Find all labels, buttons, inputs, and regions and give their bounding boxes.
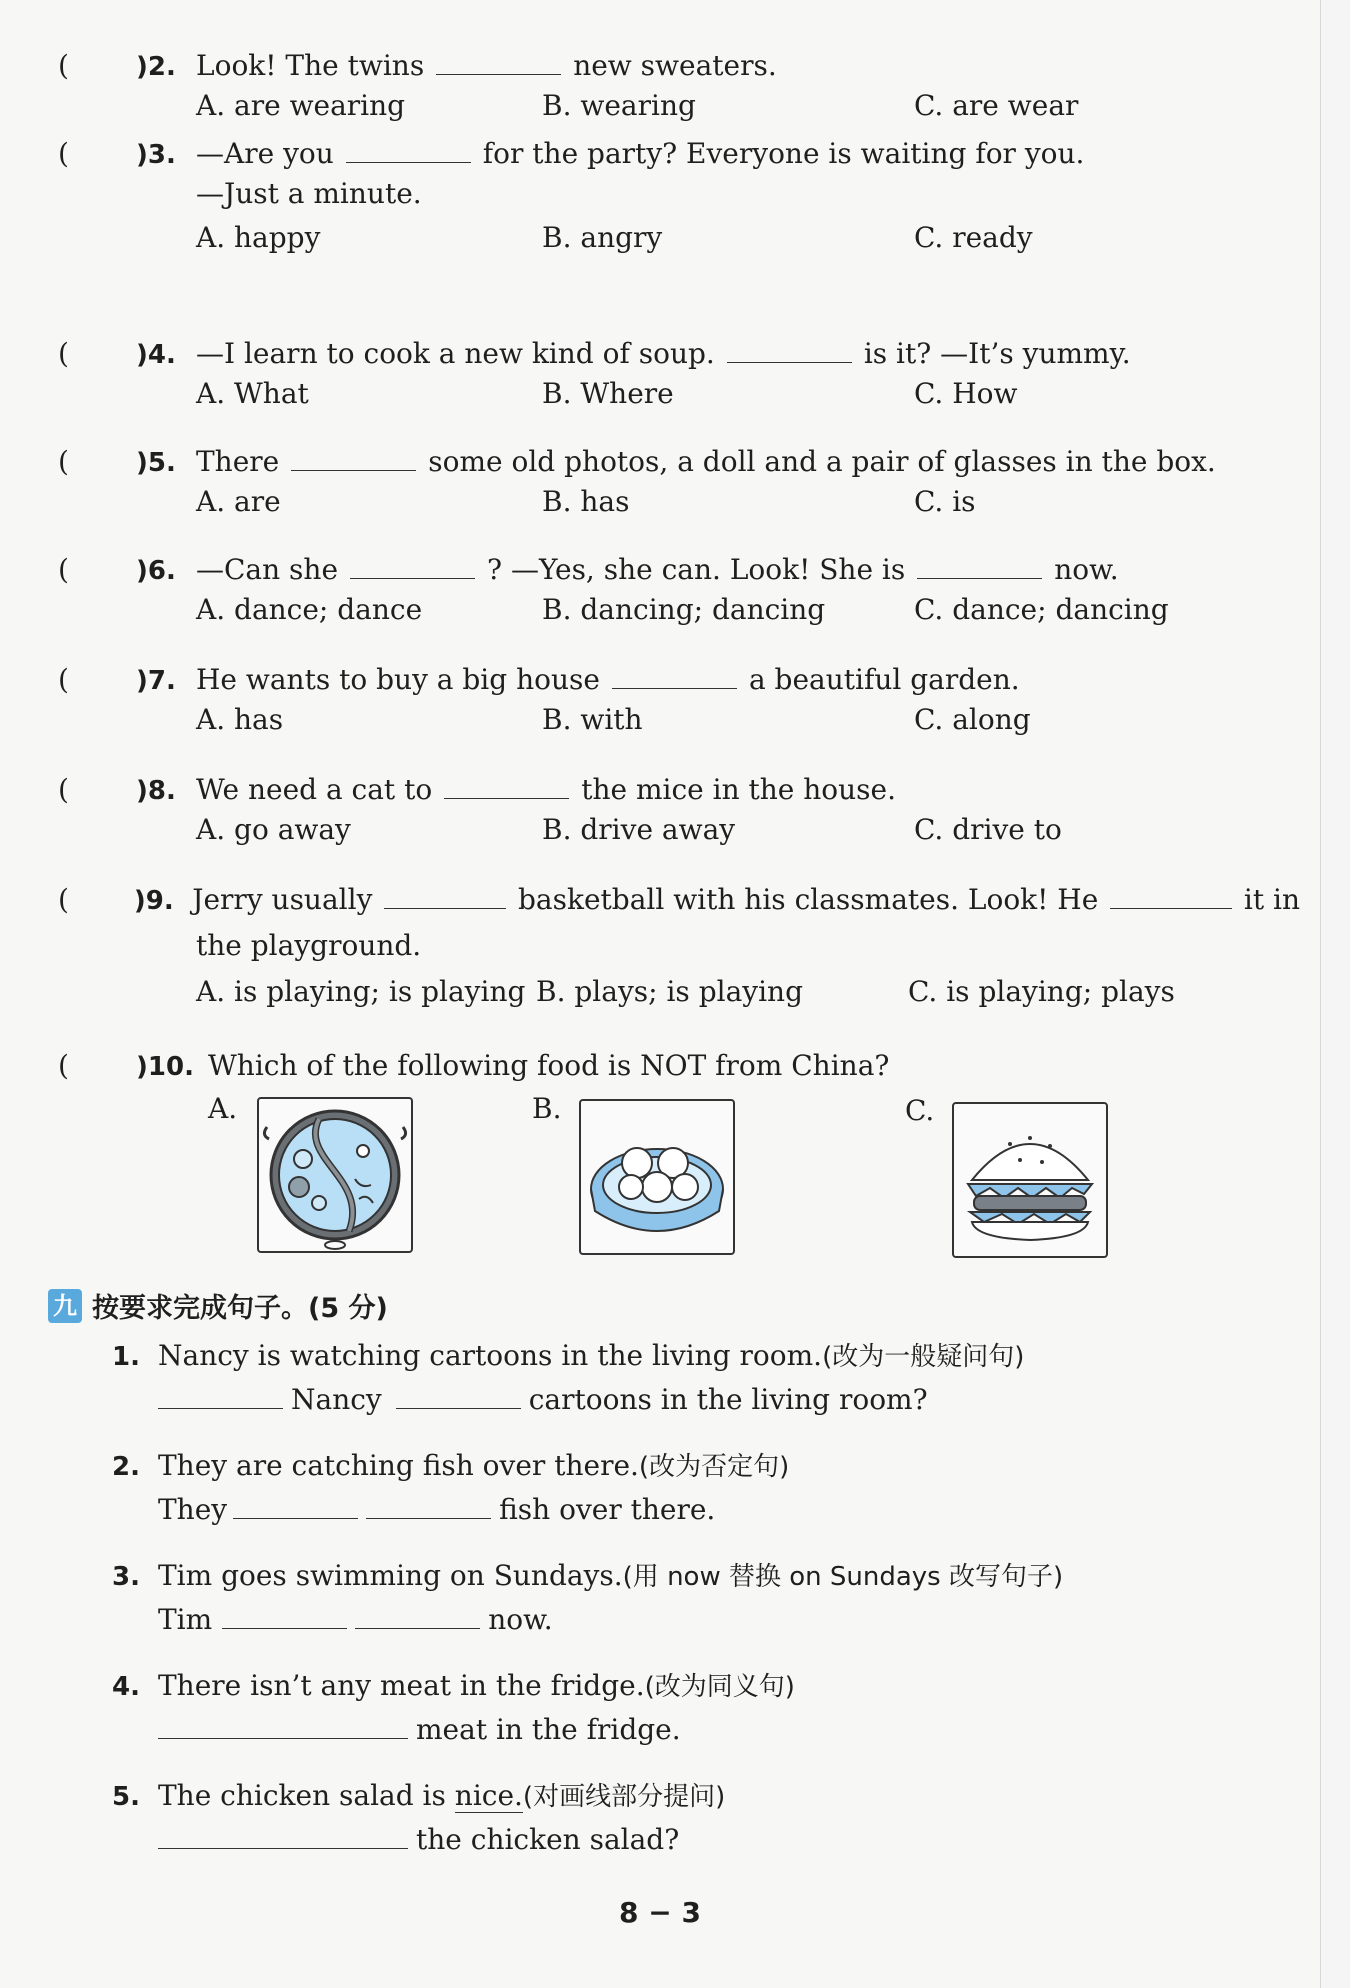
answer-blank[interactable] [355,1602,480,1629]
item-text: Nancy is watching cartoons in the living room. [158,1339,823,1372]
question-stem: some old photos, a doll and a pair of glasses in the box. [428,445,1216,478]
item-requirement: (改为一般疑问句) [822,1342,1025,1372]
question-number: )5. [136,448,176,478]
option-b: B. has [542,485,630,518]
item-text: Tim goes swimming on Sundays. [158,1559,623,1592]
option-c: C. ready [914,221,1033,254]
steamed-buns-image[interactable] [579,1099,735,1255]
item-number: 5. [112,1782,140,1812]
sentence-item-5 [112,1774,725,1862]
question-number: )7. [136,666,176,696]
question-stem-line2: —Just a minute. [196,177,422,210]
answer-blank[interactable] [612,662,737,689]
option-a: A. go away [196,813,351,846]
option-a: A. are [196,485,281,518]
question-number: )10. [136,1052,194,1082]
answer-text: They [158,1493,228,1526]
option-b: B. with [542,703,643,736]
option-c: C. is playing; plays [908,975,1175,1008]
answer-blank[interactable] [917,552,1042,579]
option-c: C. [905,1094,935,1127]
answer-blank[interactable] [158,1712,283,1739]
question-10 [58,1046,1300,1086]
question-5 [58,442,1300,522]
answer-blank[interactable] [283,1822,408,1849]
answer-blank[interactable] [384,882,506,909]
section-9-heading [48,1286,388,1325]
answer-blank[interactable] [346,136,471,163]
option-c: C. are wear [914,89,1079,122]
item-text: They are catching fish over there. [158,1449,639,1482]
answer-text: fish over there. [499,1493,716,1526]
question-stem: Look! The twins [196,49,425,82]
answer-text: now. [488,1603,553,1636]
answer-blank[interactable] [366,1492,491,1519]
answer-text: meat in the fridge. [416,1713,681,1746]
question-stem: a beautiful garden. [748,663,1020,696]
option-a: A. are wearing [196,89,406,122]
item-number: 1. [112,1342,140,1372]
answer-paren[interactable]: ( [58,49,69,82]
question-number: )9. [133,886,174,916]
option-c: C. How [914,377,1018,410]
section-title: 按要求完成句子。(5 分) [92,1293,388,1324]
question-number: )3. [136,140,176,170]
option-a: A. What [196,377,309,410]
answer-paren[interactable]: ( [58,1049,69,1082]
option-c: C. is [914,485,976,518]
answer-text: cartoons in the living room? [528,1383,928,1416]
option-c: C. drive to [914,813,1062,846]
option-c: C. dance; dancing [914,593,1169,626]
item-requirement: (改为同义句) [644,1672,795,1702]
option-b: B. Where [542,377,674,410]
question-stem: Jerry usually [192,883,373,916]
question-9 [58,880,1300,1012]
question-8 [58,770,1300,850]
question-stem: the mice in the house. [581,773,897,806]
question-stem: We need a cat to [196,773,433,806]
question-number: )8. [136,776,176,806]
question-2 [58,46,1300,126]
answer-blank[interactable] [436,48,561,75]
option-a: A. has [196,703,284,736]
question-stem: it in [1243,883,1301,916]
question-stem: ? —Yes, she can. Look! She is [487,553,906,586]
option-b: B. angry [542,221,663,254]
answer-paren[interactable]: ( [58,663,69,696]
option-b: B. wearing [542,89,696,122]
item-text: There isn’t any meat in the fridge. [158,1669,645,1702]
item-requirement: (对画线部分提问) [522,1782,726,1812]
answer-blank[interactable] [233,1492,358,1519]
answer-paren[interactable]: ( [58,883,69,916]
question-stem: basketball with his classmates. Look! He [518,883,1099,916]
question-6 [58,550,1300,630]
option-a: A. dance; dance [196,593,423,626]
hotpot-image[interactable] [257,1097,413,1253]
question-stem: Which of the following food is NOT from China? [208,1049,890,1082]
question-number: )6. [136,556,176,586]
answer-paren[interactable]: ( [58,773,69,806]
question-stem: —Are you [196,137,334,170]
question-stem: There [196,445,280,478]
answer-blank[interactable] [158,1822,283,1849]
question-stem: —Can she [196,553,339,586]
hamburger-image[interactable] [952,1102,1108,1258]
option-b: B. dancing; dancing [542,593,826,626]
item-number: 4. [112,1672,140,1702]
item-number: 3. [112,1562,140,1592]
item-requirement: (用 now 替换 on Sundays 改写句子) [622,1562,1064,1592]
option-a: A. happy [196,221,321,254]
answer-blank[interactable] [727,336,852,363]
underlined-word: nice. [454,1779,523,1812]
answer-text: the chicken salad? [416,1823,680,1856]
question-stem: —I learn to cook a new kind of soup. [196,337,715,370]
question-number: )2. [136,52,176,82]
question-number: )4. [136,340,176,370]
question-stem: is it? —It’s yummy. [863,337,1131,370]
item-requirement: (改为否定句) [638,1452,790,1482]
sentence-item-3 [112,1554,1063,1642]
answer-blank[interactable] [396,1382,521,1409]
question-stem: new sweaters. [573,49,777,82]
page-number: 8 − 3 [619,1896,701,1929]
option-b: B. [532,1092,562,1125]
answer-paren[interactable]: ( [58,445,69,478]
sentence-item-2 [112,1444,789,1532]
item-number: 2. [112,1452,140,1482]
question-3 [58,134,1300,258]
option-a: A. is playing; is playing [196,975,526,1008]
answer-text: Tim [158,1603,213,1636]
question-4 [58,334,1300,414]
question-stem: He wants to buy a big house [196,663,600,696]
answer-blank[interactable] [283,1712,408,1739]
answer-blank[interactable] [1110,882,1232,909]
answer-paren[interactable]: ( [58,337,69,370]
sentence-item-4 [112,1664,795,1752]
answer-blank[interactable] [291,444,416,471]
answer-blank[interactable] [158,1382,283,1409]
section-badge: 九 [48,1289,82,1323]
answer-text: Nancy [291,1383,382,1416]
answer-paren[interactable]: ( [58,137,69,170]
option-a: A. [208,1092,238,1125]
sentence-item-1 [112,1334,1024,1422]
answer-blank[interactable] [222,1602,347,1629]
answer-blank[interactable] [350,552,475,579]
question-stem: for the party? Everyone is waiting for you. [482,137,1085,170]
answer-paren[interactable]: ( [58,553,69,586]
question-7 [58,660,1300,740]
question-stem-line2: the playground. [196,929,422,962]
option-b: B. plays; is playing [536,975,803,1008]
answer-blank[interactable] [444,772,569,799]
item-text: The chicken salad is [158,1779,446,1812]
question-stem: now. [1054,553,1119,586]
option-c: C. along [914,703,1031,736]
option-b: B. drive away [542,813,736,846]
